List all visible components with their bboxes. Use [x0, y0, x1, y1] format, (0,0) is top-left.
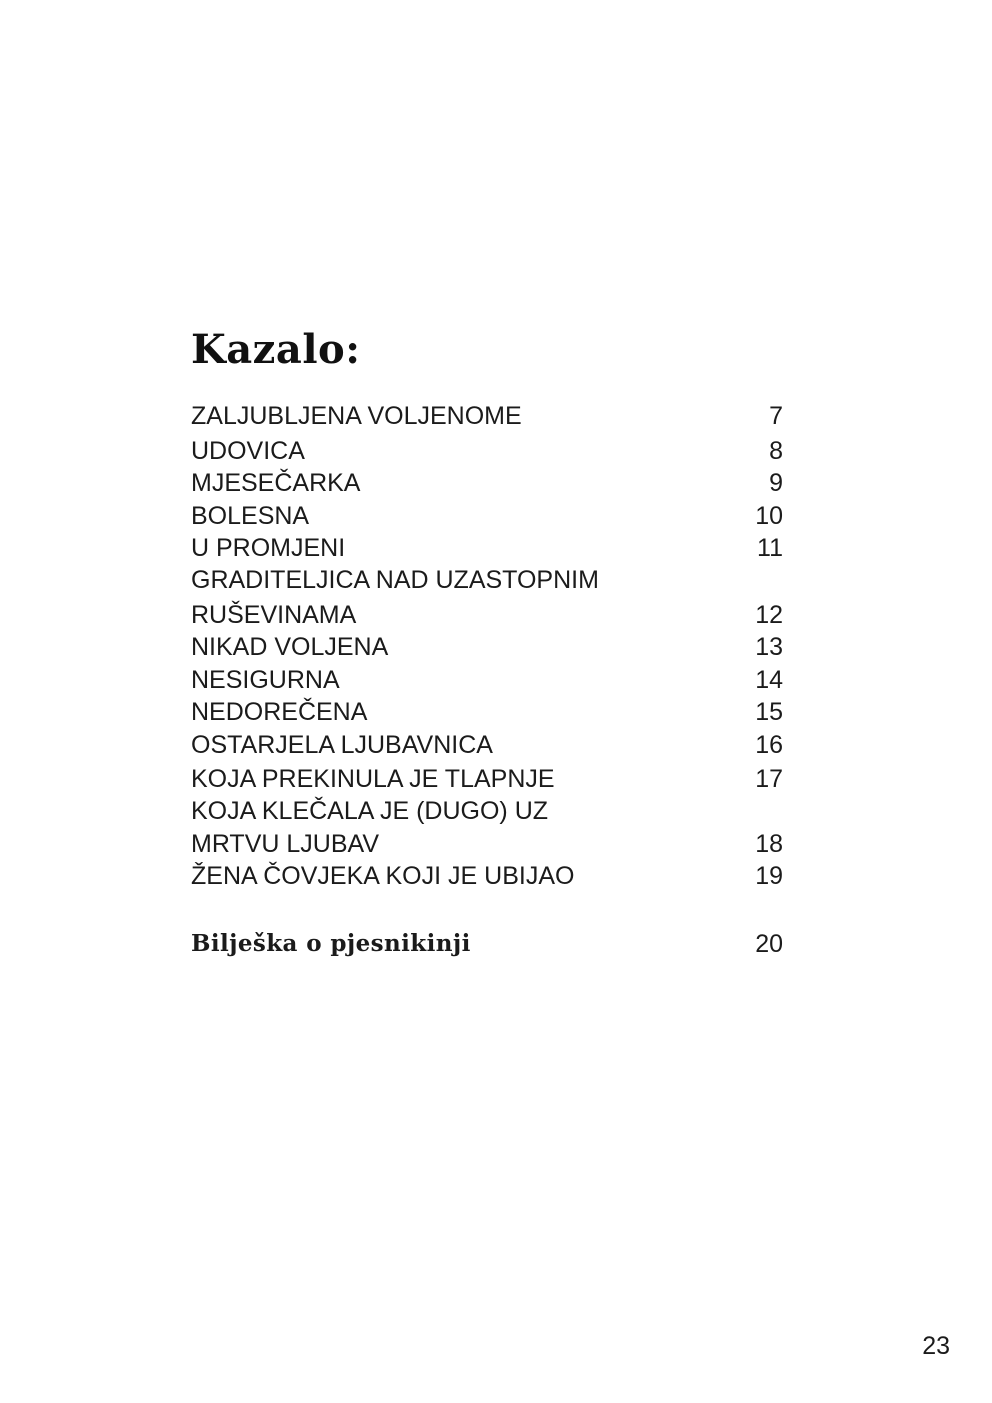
toc-entry-page: 7	[769, 402, 783, 430]
toc-entry-page: 19	[755, 862, 783, 890]
toc-entry-title: MJESEČARKA	[191, 469, 361, 497]
toc-entry-first-line	[191, 564, 783, 596]
toc-entry	[191, 435, 783, 467]
toc-entry	[191, 664, 783, 696]
toc-entry-page: 12	[755, 601, 783, 629]
toc-entry-title: KOJA KLEČALA JE (DUGO) UZ	[191, 797, 549, 825]
toc-entry	[191, 599, 783, 631]
toc-entry-title: KOJA PREKINULA JE TLAPNJE	[191, 765, 555, 793]
toc-entry-title-continued: RUŠEVINAMA	[191, 601, 357, 629]
toc-entry-page: 17	[755, 765, 783, 793]
toc-entry	[191, 696, 783, 728]
toc-entry	[191, 532, 783, 564]
toc-entry-title: NESIGURNA	[191, 666, 340, 694]
toc-entry	[191, 828, 783, 860]
toc-entry-title: ZALJUBLJENA VOLJENOME	[191, 402, 522, 430]
toc-entry	[191, 860, 783, 892]
toc-entry	[191, 400, 783, 432]
toc-entry-page: 8	[769, 437, 783, 465]
page-number: 23	[922, 1332, 950, 1360]
toc-entry-page: 13	[755, 633, 783, 661]
toc-entry-page: 18	[755, 830, 783, 858]
toc-entry-title: NIKAD VOLJENA	[191, 633, 389, 661]
toc-entry-title: GRADITELJICA NAD UZASTOPNIM	[191, 566, 599, 594]
toc-entry-title: UDOVICA	[191, 437, 305, 465]
toc-entry-first-line	[191, 795, 783, 827]
toc-entry	[191, 467, 783, 499]
toc-entry-page: 15	[755, 698, 783, 726]
toc-entry	[191, 763, 783, 795]
toc-entry-title: OSTARJELA LJUBAVNICA	[191, 731, 493, 759]
page-title: Kazalo:	[191, 326, 361, 373]
toc-entry	[191, 631, 783, 663]
toc-entry-page: 10	[755, 502, 783, 530]
toc-entry-title: BOLESNA	[191, 502, 310, 530]
toc-entry-title: ŽENA ČOVJEKA KOJI JE UBIJAO	[191, 862, 575, 890]
toc-entry-title: NEDOREČENA	[191, 698, 368, 726]
toc-entry-note	[191, 928, 783, 960]
toc-entry-page: 11	[757, 534, 783, 562]
toc-note-title: Bilješka o pjesnikinji	[191, 930, 471, 957]
toc-entry-page: 9	[769, 469, 783, 497]
toc-entry-title: U PROMJENI	[191, 534, 346, 562]
toc-entry	[191, 729, 783, 761]
toc-entry-page: 16	[755, 731, 783, 759]
toc-entry-page: 14	[755, 666, 783, 694]
toc-entry-page: 20	[755, 930, 783, 958]
toc-entry-title-continued: MRTVU LJUBAV	[191, 830, 380, 858]
toc-entry	[191, 500, 783, 532]
